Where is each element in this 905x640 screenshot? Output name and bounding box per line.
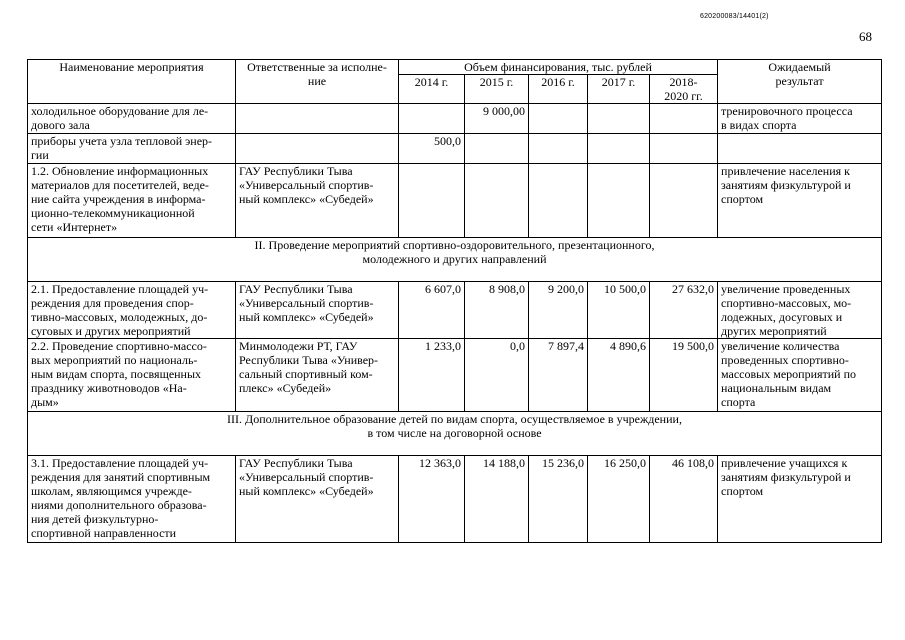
- cell-2016: 7 897,4: [529, 339, 588, 412]
- cell-2016: [529, 164, 588, 238]
- cell-result: увеличение проведенных спортивно-массовых, мо- лодежных, досуговых и других мероприятий: [718, 282, 882, 339]
- document-id: 620200083/14401(2): [700, 13, 769, 20]
- cell-2014: 1 233,0: [399, 339, 465, 412]
- header-result: Ожидаемый результат: [718, 60, 882, 104]
- cell-result: [718, 134, 882, 164]
- cell-2015: 14 188,0: [465, 456, 529, 543]
- cell-2014: 500,0: [399, 134, 465, 164]
- header-financing: Объем финансирования, тыс. рублей: [399, 60, 718, 75]
- cell-2018-2020: 27 632,0: [650, 282, 718, 339]
- cell-2016: 9 200,0: [529, 282, 588, 339]
- cell-2015: 8 908,0: [465, 282, 529, 339]
- cell-2014: [399, 164, 465, 238]
- cell-2015: 9 000,00: [465, 104, 529, 134]
- cell-name: приборы учета узла тепловой энер- гии: [28, 134, 236, 164]
- cell-name: холодильное оборудование для ле- дового зала: [28, 104, 236, 134]
- cell-name: 1.2. Обновление информационных материалов для посетителей, веде- ние сайта учреждения в информа- ционно-телекоммуникационной сети «Интернет»: [28, 164, 236, 238]
- cell-2014: [399, 104, 465, 134]
- cell-2017: 4 890,6: [588, 339, 650, 412]
- table-row: [28, 164, 882, 238]
- cell-2018-2020: 19 500,0: [650, 339, 718, 412]
- cell-result: тренировочного процесса в видах спорта: [718, 104, 882, 134]
- header-year-2018-2020: 2018- 2020 гг.: [650, 75, 718, 104]
- page-number: 68: [859, 29, 872, 44]
- table-row: [28, 104, 882, 134]
- cell-2016: [529, 104, 588, 134]
- header-responsible: Ответственные за исполне- ние: [236, 60, 399, 104]
- cell-2015: 0,0: [465, 339, 529, 412]
- cell-responsible: Минмолодежи РТ, ГАУ Республики Тыва «Универ- сальный спортивный ком- плекс» «Субедей»: [236, 339, 399, 412]
- cell-2015: [465, 164, 529, 238]
- cell-2014: 12 363,0: [399, 456, 465, 543]
- cell-result: привлечение учащихся к занятиям физкультурой и спортом: [718, 456, 882, 543]
- cell-2018-2020: [650, 164, 718, 238]
- cell-result: привлечение населения к занятиям физкультурой и спортом: [718, 164, 882, 238]
- header-year-2015: 2015 г.: [465, 75, 529, 104]
- cell-2017: 10 500,0: [588, 282, 650, 339]
- cell-2014: 6 607,0: [399, 282, 465, 339]
- section-heading-3: III. Дополнительное образование детей по видам спорта, осуществляемое в учреждении, в том числе на договорной основе: [28, 412, 882, 456]
- cell-name: 3.1. Предоставление площадей уч- реждения для занятий спортивным школам, являющимся учрежде- ниями дополнительного образова- ния детей физкультурно- спортивной направленности: [28, 456, 236, 543]
- cell-2016: [529, 134, 588, 164]
- cell-responsible: ГАУ Республики Тыва «Универсальный спортив- ный комплекс» «Субедей»: [236, 282, 399, 339]
- cell-2017: [588, 134, 650, 164]
- cell-responsible: ГАУ Республики Тыва «Универсальный спортив- ный комплекс» «Субедей»: [236, 456, 399, 543]
- cell-responsible: [236, 104, 399, 134]
- cell-2018-2020: [650, 104, 718, 134]
- table-row: [28, 456, 882, 543]
- cell-2018-2020: 46 108,0: [650, 456, 718, 543]
- cell-responsible: ГАУ Республики Тыва «Универсальный спортив- ный комплекс» «Субедей»: [236, 164, 399, 238]
- header-year-2016: 2016 г.: [529, 75, 588, 104]
- section-heading-2: II. Проведение мероприятий спортивно-оздоровительного, презентационного, молодежного и других направлений: [28, 238, 882, 282]
- financing-table: [27, 59, 882, 543]
- cell-2016: 15 236,0: [529, 456, 588, 543]
- header-year-2017: 2017 г.: [588, 75, 650, 104]
- cell-name: 2.2. Проведение спортивно-массо- вых мероприятий по националь- ным видам спорта, посвященных празднику животноводов «На- дым»: [28, 339, 236, 412]
- cell-2017: [588, 164, 650, 238]
- header-name: Наименование мероприятия: [28, 60, 236, 104]
- table-row: [28, 339, 882, 412]
- cell-2015: [465, 134, 529, 164]
- cell-2017: 16 250,0: [588, 456, 650, 543]
- table-row: [28, 134, 882, 164]
- header-year-2014: 2014 г.: [399, 75, 465, 104]
- cell-responsible: [236, 134, 399, 164]
- cell-name: 2.1. Предоставление площадей уч- реждения для проведения спор- тивно-массовых, молодежных, до- суговых и других мероприятий: [28, 282, 236, 339]
- cell-result: увеличение количества проведенных спортивно- массовых мероприятий по национальным видам спорта: [718, 339, 882, 412]
- table-row: [28, 282, 882, 339]
- cell-2018-2020: [650, 134, 718, 164]
- cell-2017: [588, 104, 650, 134]
